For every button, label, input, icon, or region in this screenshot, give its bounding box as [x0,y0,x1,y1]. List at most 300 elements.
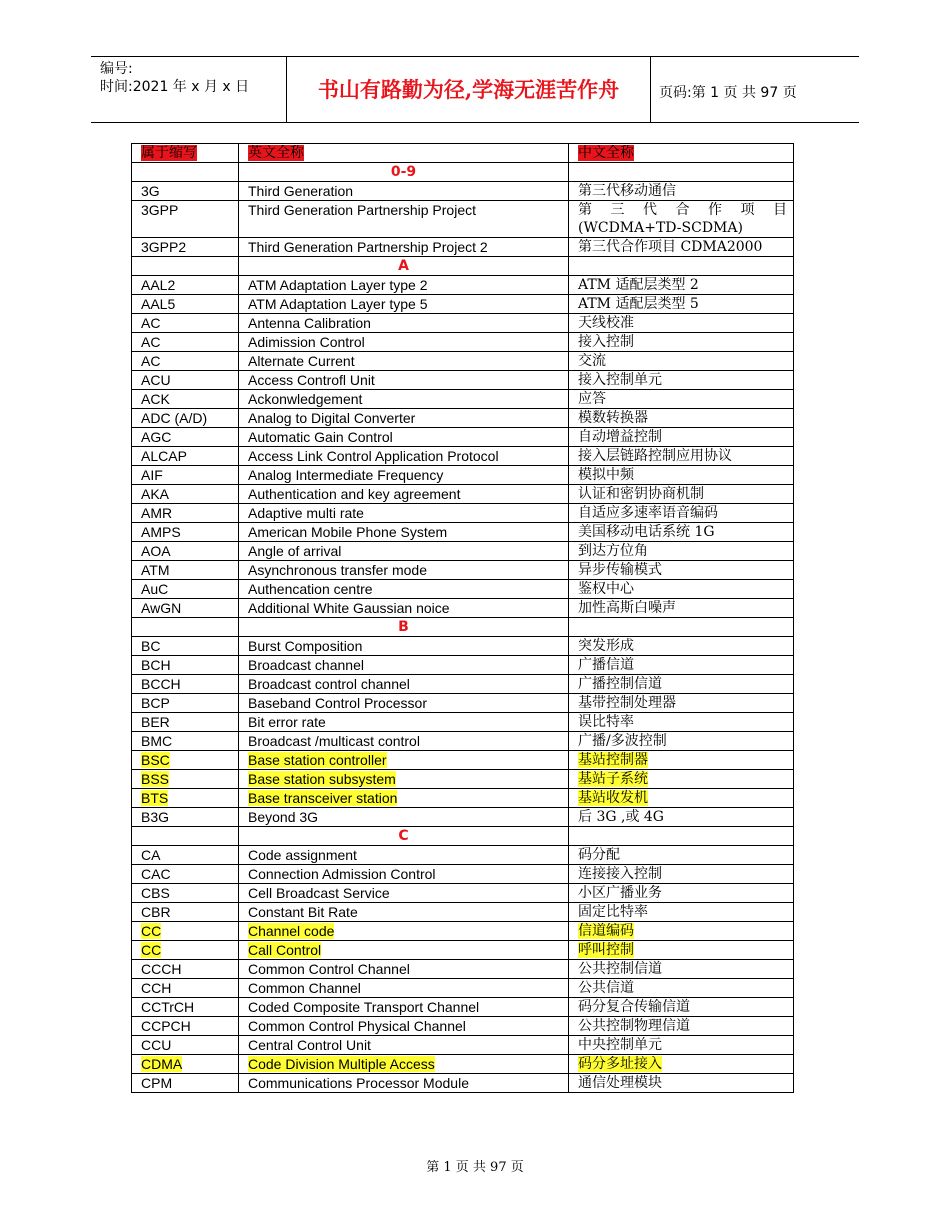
table-row [132,523,794,542]
abbr-cell-text: BER [141,714,170,730]
section-cell-empty [569,163,794,182]
section-cell-empty [569,257,794,276]
english-cell [239,732,569,751]
english-cell [239,352,569,371]
english-cell-text: Asynchronous transfer mode [248,562,427,578]
abbr-cell [132,770,239,789]
section-cell-empty [132,257,239,276]
table-row [132,314,794,333]
abbr-cell-text: CDMA [141,1056,183,1072]
table-row [132,561,794,580]
english-cell [239,1017,569,1036]
chinese-cell-text: 小区广播业务 [578,885,662,901]
chinese-cell [569,599,794,618]
abbr-cell [132,466,239,485]
english-cell-text: Constant Bit Rate [248,904,358,920]
table-row [132,390,794,409]
chinese-cell [569,1055,794,1074]
abbr-cell [132,922,239,941]
table-row [132,276,794,295]
chinese-cell-text: 基带控制处理器 [578,695,676,711]
abbr-cell [132,675,239,694]
english-cell [239,428,569,447]
header-motto: 书山有路勤为径,学海无涯苦作舟 [317,77,620,102]
abbr-cell [132,903,239,922]
table-row [132,884,794,903]
english-cell-text: Antenna Calibration [248,315,371,331]
table-row [132,182,794,201]
glossary-table [131,143,794,1093]
abbr-cell [132,447,239,466]
abbr-cell [132,1036,239,1055]
english-cell-text: Broadcast /multicast control [248,733,420,749]
chinese-cell [569,333,794,352]
abbr-cell-text: 3GPP [141,202,179,218]
abbr-cell [132,1074,239,1093]
chinese-cell [569,523,794,542]
table-row [132,789,794,808]
chinese-cell [569,789,794,808]
english-cell [239,789,569,808]
english-cell-text: Beyond 3G [248,809,319,825]
chinese-cell-text: 自适应多速率语音编码 [578,505,718,521]
english-cell-text: Common Control Physical Channel [248,1018,466,1034]
table-row [132,732,794,751]
chinese-cell [569,409,794,428]
chinese-cell [569,713,794,732]
chinese-cell-text: 公共控制信道 [578,961,662,977]
abbr-cell-text: AOA [141,543,171,559]
chinese-cell-text: 加性高斯白噪声 [578,600,676,616]
table-row [132,694,794,713]
chinese-cell-text: 第三代移动通信 [578,183,676,199]
english-cell [239,998,569,1017]
table-row [132,409,794,428]
section-cell-empty [569,827,794,846]
chinese-cell [569,485,794,504]
table-row [132,903,794,922]
table-row [132,238,794,257]
abbr-cell [132,314,239,333]
english-cell-text: Broadcast control channel [248,676,410,692]
english-cell-text: Adimission Control [248,334,365,350]
english-cell [239,466,569,485]
english-cell-text: Call Control [248,942,322,958]
table-row [132,371,794,390]
english-cell-text: Central Control Unit [248,1037,371,1053]
abbr-cell-text: ALCAP [141,448,187,464]
abbr-cell-text: 3G [141,183,160,199]
abbr-cell [132,694,239,713]
abbr-cell-text: ADC (A/D) [141,410,208,426]
table-row [132,998,794,1017]
english-cell [239,561,569,580]
table-row [132,751,794,770]
chinese-cell-text: 突发形成 [578,638,634,654]
chinese-cell-text: 接入控制 [578,334,634,350]
abbr-cell-text: CCU [141,1037,172,1053]
abbr-cell-text: AIF [141,467,163,483]
english-cell [239,694,569,713]
abbr-cell-text: BC [141,638,161,654]
abbr-cell [132,884,239,903]
english-cell [239,485,569,504]
chinese-cell-text: 中央控制单元 [578,1037,662,1053]
abbr-cell-text: CCCH [141,961,182,977]
abbr-cell-text: CCH [141,980,172,996]
chinese-cell-text: 通信处理模块 [578,1075,662,1091]
english-cell [239,675,569,694]
abbr-cell [132,941,239,960]
table-row [132,1036,794,1055]
table-row [132,201,794,238]
chinese-cell-text: 天线校准 [578,315,634,331]
table-header-row [132,144,794,163]
english-cell-text: Cell Broadcast Service [248,885,390,901]
chinese-cell [569,884,794,903]
english-cell-text: Additional White Gaussian noice [248,600,450,616]
english-cell [239,182,569,201]
abbr-cell [132,182,239,201]
chinese-cell-text: 模数转换器 [578,410,648,426]
english-cell [239,295,569,314]
abbr-cell [132,542,239,561]
english-cell-text: ATM Adaptation Layer type 2 [248,277,428,293]
chinese-cell-text: ATM 适配层类型 5 [578,296,699,312]
abbr-cell-text: ACK [141,391,170,407]
english-cell [239,201,569,238]
english-cell [239,979,569,998]
english-cell [239,808,569,827]
english-cell-text: Ackonwledgement [248,391,363,407]
abbr-cell-text: CCPCH [141,1018,191,1034]
chinese-cell [569,371,794,390]
chinese-cell [569,770,794,789]
chinese-cell-text: 应答 [578,391,606,407]
abbr-cell-text: ACU [141,372,171,388]
table-row [132,1017,794,1036]
section-row [132,827,794,846]
table-row [132,333,794,352]
chinese-cell [569,903,794,922]
chinese-cell-text: 广播控制信道 [578,676,662,692]
abbr-cell-text: AC [141,353,161,369]
chinese-cell-text: ATM 适配层类型 2 [578,277,699,293]
table-row [132,1055,794,1074]
english-cell [239,1036,569,1055]
abbr-cell-text: CC [141,942,162,958]
chinese-cell-text: 呼叫控制 [578,942,634,958]
abbr-cell [132,789,239,808]
abbr-cell-text: CBS [141,885,170,901]
chinese-cell [569,751,794,770]
abbr-cell [132,960,239,979]
table-row [132,485,794,504]
chinese-cell-text: 连接接入控制 [578,866,662,882]
abbr-cell-text: AMPS [141,524,181,540]
abbr-cell [132,998,239,1017]
chinese-cell-text: 第 三 代 合 作 项 目 (WCDMA+TD-SCDMA) [578,202,787,236]
abbr-cell [132,751,239,770]
chinese-cell [569,637,794,656]
table-row [132,675,794,694]
abbr-cell [132,201,239,238]
abbr-cell [132,352,239,371]
english-cell [239,922,569,941]
english-cell [239,656,569,675]
abbr-cell-text: AGC [141,429,172,445]
english-cell [239,523,569,542]
header-divider [650,56,651,123]
abbr-cell [132,295,239,314]
english-cell [239,599,569,618]
english-cell [239,542,569,561]
chinese-cell [569,732,794,751]
abbr-cell [132,390,239,409]
english-cell-text: ATM Adaptation Layer type 5 [248,296,428,312]
section-cell-empty [132,827,239,846]
english-cell-text: American Mobile Phone System [248,524,448,540]
table-row [132,960,794,979]
english-cell-text: Burst Composition [248,638,363,654]
chinese-cell-text: 误比特率 [578,714,634,730]
english-cell [239,314,569,333]
english-cell [239,447,569,466]
page-footer: 第 1 页 共 97 页 [426,1160,524,1175]
abbr-cell [132,656,239,675]
english-cell [239,1055,569,1074]
abbr-cell-text: CAC [141,866,171,882]
chinese-cell [569,1017,794,1036]
chinese-cell-text: 信道编码 [578,923,634,939]
abbr-cell [132,409,239,428]
abbr-cell-text: AMR [141,505,173,521]
english-cell-text: Third Generation Partnership Project [248,202,476,218]
chinese-cell [569,295,794,314]
abbr-cell [132,428,239,447]
chinese-cell-text: 交流 [578,353,606,369]
english-cell [239,865,569,884]
english-cell-text: Base station subsystem [248,771,396,787]
english-cell-text: Code assignment [248,847,357,863]
abbr-cell-text: AwGN [141,600,182,616]
english-cell-text: Connection Admission Control [248,866,436,882]
header-bottom-rule [91,122,859,123]
header-cell-abbr: 属于缩写 [132,144,239,163]
time-label: 时间:2021 年 x 月 x 日 [100,79,250,95]
table-row [132,846,794,865]
chinese-cell [569,561,794,580]
chinese-cell [569,276,794,295]
chinese-cell-text: 基站控制器 [578,752,648,768]
chinese-cell-text: 固定比特率 [578,904,648,920]
chinese-cell [569,428,794,447]
chinese-cell-text: 公共控制物理信道 [578,1018,690,1034]
chinese-cell [569,998,794,1017]
english-cell-text: Broadcast channel [248,657,364,673]
abbr-cell-text: AKA [141,486,170,502]
chinese-cell [569,390,794,409]
english-cell [239,580,569,599]
chinese-cell-text: 异步传输模式 [578,562,662,578]
chinese-cell-text: 鉴权中心 [578,581,634,597]
table-row [132,1074,794,1093]
abbr-cell [132,485,239,504]
english-cell-text: Bit error rate [248,714,326,730]
section-label: A [239,257,569,276]
english-cell [239,903,569,922]
abbr-cell-text: BCH [141,657,171,673]
english-cell-text: Access Controfl Unit [248,372,375,388]
chinese-cell [569,656,794,675]
header-cell-english: 英文全称 [239,144,569,163]
english-cell-text: Common Control Channel [248,961,410,977]
section-row [132,618,794,637]
english-cell-text: Angle of arrival [248,543,342,559]
abbr-cell-text: CPM [141,1075,173,1091]
english-cell [239,409,569,428]
abbr-cell [132,713,239,732]
english-cell-text: Channel code [248,923,335,939]
abbr-cell-text: BMC [141,733,173,749]
abbr-cell-text: CCTrCH [141,999,195,1015]
english-cell-text: Base transceiver station [248,790,398,806]
chinese-cell-text: 接入层链路控制应用协议 [578,448,732,464]
english-cell [239,751,569,770]
abbr-cell [132,523,239,542]
section-label: C [239,827,569,846]
abbr-cell [132,846,239,865]
abbr-cell [132,1017,239,1036]
chinese-cell [569,314,794,333]
abbr-cell [132,276,239,295]
abbr-cell-text: ATM [141,562,170,578]
section-cell-empty [132,618,239,637]
table-row [132,922,794,941]
english-cell-text: Analog to Digital Converter [248,410,416,426]
chinese-cell-text: 接入控制单元 [578,372,662,388]
chinese-cell [569,504,794,523]
table-row [132,941,794,960]
english-cell [239,371,569,390]
table-row [132,542,794,561]
english-cell-text: Access Link Control Application Protocol [248,448,499,464]
english-cell-text: Communications Processor Module [248,1075,469,1091]
english-cell-text: Base station controller [248,752,387,768]
abbr-cell-text: BSS [141,771,170,787]
chinese-cell-text: 公共信道 [578,980,634,996]
english-cell [239,941,569,960]
english-cell [239,238,569,257]
abbr-cell-text: CA [141,847,161,863]
chinese-cell [569,466,794,485]
abbr-cell [132,808,239,827]
abbr-cell [132,580,239,599]
abbr-cell [132,865,239,884]
chinese-cell [569,1074,794,1093]
table-row [132,808,794,827]
chinese-cell-text: 基站收发机 [578,790,648,806]
english-cell [239,960,569,979]
chinese-cell-text: 码分多址接入 [578,1056,662,1072]
abbr-cell-text: BCCH [141,676,181,692]
abbr-cell-text: B3G [141,809,170,825]
english-cell-text: Baseband Control Processor [248,695,427,711]
table-row [132,504,794,523]
abbr-cell-text: BSC [141,752,170,768]
header-meta [100,60,249,96]
chinese-cell [569,447,794,466]
table-row [132,713,794,732]
abbr-cell-text: 3GPP2 [141,239,187,255]
chinese-cell [569,238,794,257]
abbr-cell [132,371,239,390]
abbr-cell [132,637,239,656]
chinese-cell-text: 广播/多波控制 [578,733,667,749]
section-label: 0-9 [239,163,569,182]
abbr-cell-text: AC [141,334,161,350]
chinese-cell-text: 认证和密钥协商机制 [578,486,704,502]
chinese-cell [569,960,794,979]
english-cell [239,846,569,865]
abbr-cell-text: CBR [141,904,171,920]
abbr-cell-text: AuC [141,581,169,597]
section-cell-empty [569,618,794,637]
chinese-cell-text: 到达方位角 [578,543,648,559]
abbr-cell [132,561,239,580]
code-label: 编号: [100,61,133,77]
english-cell [239,884,569,903]
chinese-cell-text: 基站子系统 [578,771,648,787]
abbr-cell-text: AAL5 [141,296,176,312]
section-row [132,163,794,182]
english-cell [239,390,569,409]
chinese-cell [569,542,794,561]
table-row [132,599,794,618]
abbr-cell [132,333,239,352]
chinese-cell [569,182,794,201]
chinese-cell [569,922,794,941]
table-row [132,352,794,371]
table-row [132,770,794,789]
chinese-cell [569,352,794,371]
table-row [132,428,794,447]
chinese-cell-text: 广播信道 [578,657,634,673]
chinese-cell [569,1036,794,1055]
abbr-cell [132,1055,239,1074]
english-cell [239,276,569,295]
chinese-cell-text: 码分复合传输信道 [578,999,690,1015]
section-label: B [239,618,569,637]
chinese-cell [569,675,794,694]
abbr-cell-text: AC [141,315,161,331]
english-cell-text: Common Channel [248,980,361,996]
chinese-cell-text: 模拟中频 [578,467,634,483]
table-row [132,865,794,884]
chinese-cell [569,580,794,599]
chinese-cell-text: 美国移动电话系统 1G [578,524,715,540]
english-cell-text: Analog Intermediate Frequency [248,467,444,483]
abbr-cell-text: BTS [141,790,169,806]
chinese-cell-text: 后 3G ,或 4G [578,809,664,825]
chinese-cell [569,201,794,238]
chinese-cell-text: 码分配 [578,847,620,863]
english-cell-text: Third Generation [248,183,354,199]
english-cell-text: Automatic Gain Control [248,429,393,445]
abbr-cell-text: AAL2 [141,277,176,293]
table-row [132,979,794,998]
english-cell-text: Authentication and key agreement [248,486,461,502]
